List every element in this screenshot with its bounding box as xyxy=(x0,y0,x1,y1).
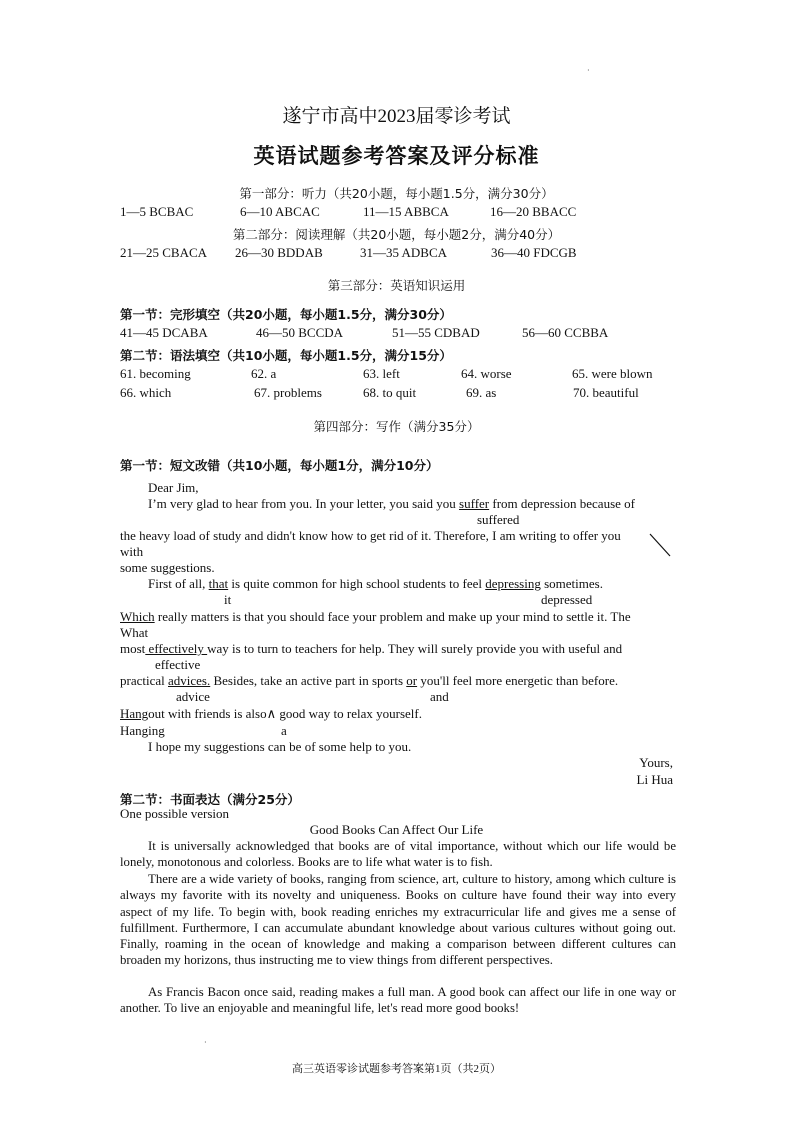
correction: it xyxy=(224,592,232,607)
answer-group: 41—45 DCABA xyxy=(120,325,208,340)
grammar-answer: 69. as xyxy=(466,385,497,400)
insert-caret: ∧ xyxy=(266,706,277,721)
letter-line: most effectively way is to turn to teachers for help. They will surely provide you with useful and xyxy=(120,641,623,656)
grammar-answer: 61. becoming xyxy=(120,366,191,381)
answer-group: 16—20 BBACC xyxy=(490,204,577,219)
answer-group: 46—50 BCCDA xyxy=(256,325,344,340)
answer-group: 1—5 BCBAC xyxy=(120,204,194,219)
correction: a xyxy=(281,723,287,738)
grammar-answer: 62. a xyxy=(251,366,277,381)
grammar-answer: 63. left xyxy=(363,366,400,381)
error-mark: depressing xyxy=(485,576,541,591)
answer-group: 51—55 CDBAD xyxy=(392,325,480,340)
error-mark: effectively xyxy=(145,641,208,656)
answer-group: 6—10 ABCAC xyxy=(240,204,320,219)
letter-line: Which really matters is that you should face your problem and make up your mind to settle it. The xyxy=(120,609,631,624)
part2-heading: 第二部分：阅读理解（共20小题，每小题2分，满分40分） xyxy=(232,227,561,242)
grammar-answer: 70. beautiful xyxy=(573,385,639,400)
letter-line: Hangout with friends is also∧ good way to relax yourself. xyxy=(120,706,422,721)
letter-line: with xyxy=(120,544,144,559)
answer-group: 56—60 CCBBA xyxy=(522,325,609,340)
page-footer: 高三英语零诊试题参考答案第1页（共2页） xyxy=(292,1063,501,1075)
error-mark: that xyxy=(208,576,229,591)
part1-heading: 第一部分：听力（共20小题，每小题1.5分，满分30分） xyxy=(239,186,554,201)
error-mark: Hang xyxy=(120,706,149,721)
letter-line: practical advices. Besides, take an active part in sports or you'll feel more energetic than before. xyxy=(120,673,619,688)
letter-closing: Yours, xyxy=(639,755,673,770)
answer-group: 11—15 ABBCA xyxy=(363,204,449,219)
section-heading: 第一节：短文改错（共10小题，每小题1分，满分10分） xyxy=(120,458,439,473)
delete-mark xyxy=(648,532,672,558)
error-mark: advices. xyxy=(168,673,211,688)
part4-heading: 第四部分：写作（满分35分） xyxy=(313,419,480,434)
correction: Hanging xyxy=(120,723,165,738)
answer-group: 36—40 FDCGB xyxy=(491,245,577,260)
correction: depressed xyxy=(541,592,593,607)
correction: advice xyxy=(176,689,210,704)
page-subtitle: 英语试题参考答案及评分标准 xyxy=(253,144,540,168)
answer-group: 26—30 BDDAB xyxy=(235,245,323,260)
section-heading: 第一节：完形填空（共20小题，每小题1.5分，满分30分） xyxy=(120,307,452,322)
letter-line: First of all, that is quite common for high school students to feel depressing sometimes. xyxy=(148,576,603,591)
section-heading: 第二节：语法填空（共10小题，每小题1.5分，满分15分） xyxy=(120,348,452,363)
letter-signature: Li Hua xyxy=(636,772,673,787)
essay-paragraph: As Francis Bacon once said, reading makes a full man. A good book can affect our life in one way or another. To live an enjoyable and meaningful life, let's read more good books! xyxy=(120,985,676,1016)
grammar-answer: 67. problems xyxy=(254,385,322,400)
essay-title: Good Books Can Affect Our Life xyxy=(309,822,484,837)
part3-heading: 第三部分：英语知识运用 xyxy=(327,278,466,293)
error-mark: suffer xyxy=(459,496,490,511)
grammar-answer: 65. were blown xyxy=(572,366,653,381)
answer-group: 31—35 ADBCA xyxy=(360,245,448,260)
correction: and xyxy=(430,689,449,704)
error-mark: or xyxy=(406,673,418,688)
version-label: One possible version xyxy=(120,806,230,821)
letter-line: the heavy load of study and didn't know how to get rid of it. Therefore, I am writing to offer you xyxy=(120,528,621,543)
scan-mark: · xyxy=(587,66,590,75)
grammar-answer: 66. which xyxy=(120,385,172,400)
essay-paragraph: It is universally acknowledged that books are of vital importance, without which our life would be lonely, monotonous and colorless. Books are to life what water is to fish. xyxy=(120,839,676,870)
correction: suffered xyxy=(477,512,520,527)
letter-salutation: Dear Jim, xyxy=(148,480,199,495)
scan-mark: · xyxy=(204,1038,207,1047)
answer-group: 21—25 CBACA xyxy=(120,245,208,260)
grammar-answer: 64. worse xyxy=(461,366,512,381)
essay-paragraph: There are a wide variety of books, ranging from science, art, culture to history, among which culture is always my favorite with its novelty and uniqueness. Books on culture have found their way into every aspect of my life. To begin with, book reading enriches my extracurricular life and gives me a sense of fulfillment. Furthermore, I can accumulate abundant knowledge about various cultures without going out. Finally, roaming in the ocean of knowledge and making a comparison between different cultures can broaden my horizons, thus instructing me to view things from different perspectives. xyxy=(120,872,676,968)
correction: effective xyxy=(155,657,201,672)
error-mark: Which xyxy=(120,609,155,624)
letter-line: I hope my suggestions can be of some help to you. xyxy=(148,739,412,754)
letter-line: some suggestions. xyxy=(120,560,215,575)
letter-line: I’m very glad to hear from you. In your letter, you said you suffer from depression because of xyxy=(148,496,635,511)
correction: What xyxy=(120,625,149,640)
section-heading: 第二节：书面表达（满分25分） xyxy=(120,792,300,807)
page-title: 遂宁市高中2023届零诊考试 xyxy=(282,106,511,127)
grammar-answer: 68. to quit xyxy=(363,385,417,400)
